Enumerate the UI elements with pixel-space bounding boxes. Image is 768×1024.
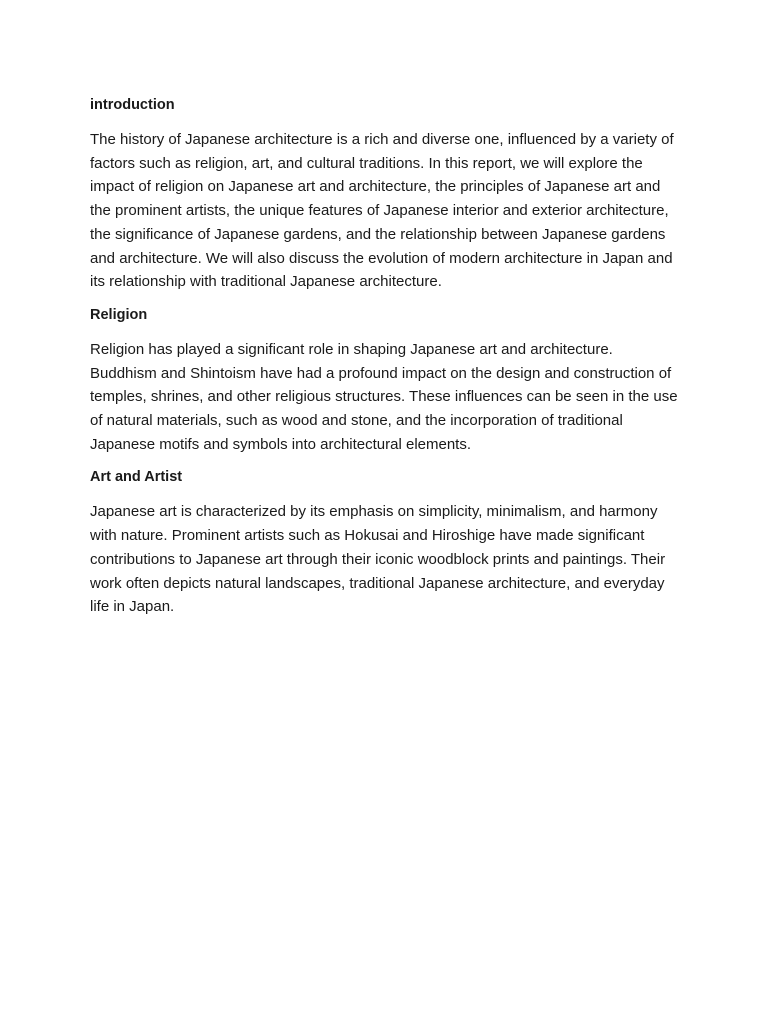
section-heading: Religion — [90, 306, 148, 323]
section-heading: Art and Artist — [90, 469, 183, 486]
section-religion — [90, 304, 680, 457]
section-paragraph: The history of Japanese architecture is a rich and diverse one, influenced by a variety of factors such as religion, art, and cultural traditions. In this report, we will explore the impact of religion on Japanese art and architecture, the principles of Japanese art and the prominent artists, the unique features of Japanese interior and exterior architecture, the significance of Japanese gardens, and the relationship between Japanese gardens and architecture. We will also discuss the evolution of modern architecture in Japan and its relationship with traditional Japanese architecture. — [90, 131, 674, 291]
section-paragraph: Religion has played a significant role in shaping Japanese art and architecture. Buddhism and Shintoism have had a profound impact on the design and construction of temples, shrines, and other religious structures. These influences can be seen in the use of natural materials, such as wood and stone, and the incorporation of traditional Japanese motifs and symbols into architectural elements. — [90, 340, 678, 453]
section-art-and-artist — [90, 466, 680, 619]
document-page — [90, 94, 680, 629]
section-paragraph: Japanese art is characterized by its emphasis on simplicity, minimalism, and harmony with nature. Prominent artists such as Hokusai and Hiroshige have made significant contributions to Japanese art through their iconic woodblock prints and paintings. Their work often depicts natural landscapes, traditional Japanese architecture, and everyday life in Japan. — [90, 503, 666, 616]
section-introduction — [90, 94, 680, 294]
section-heading: introduction — [90, 97, 175, 113]
